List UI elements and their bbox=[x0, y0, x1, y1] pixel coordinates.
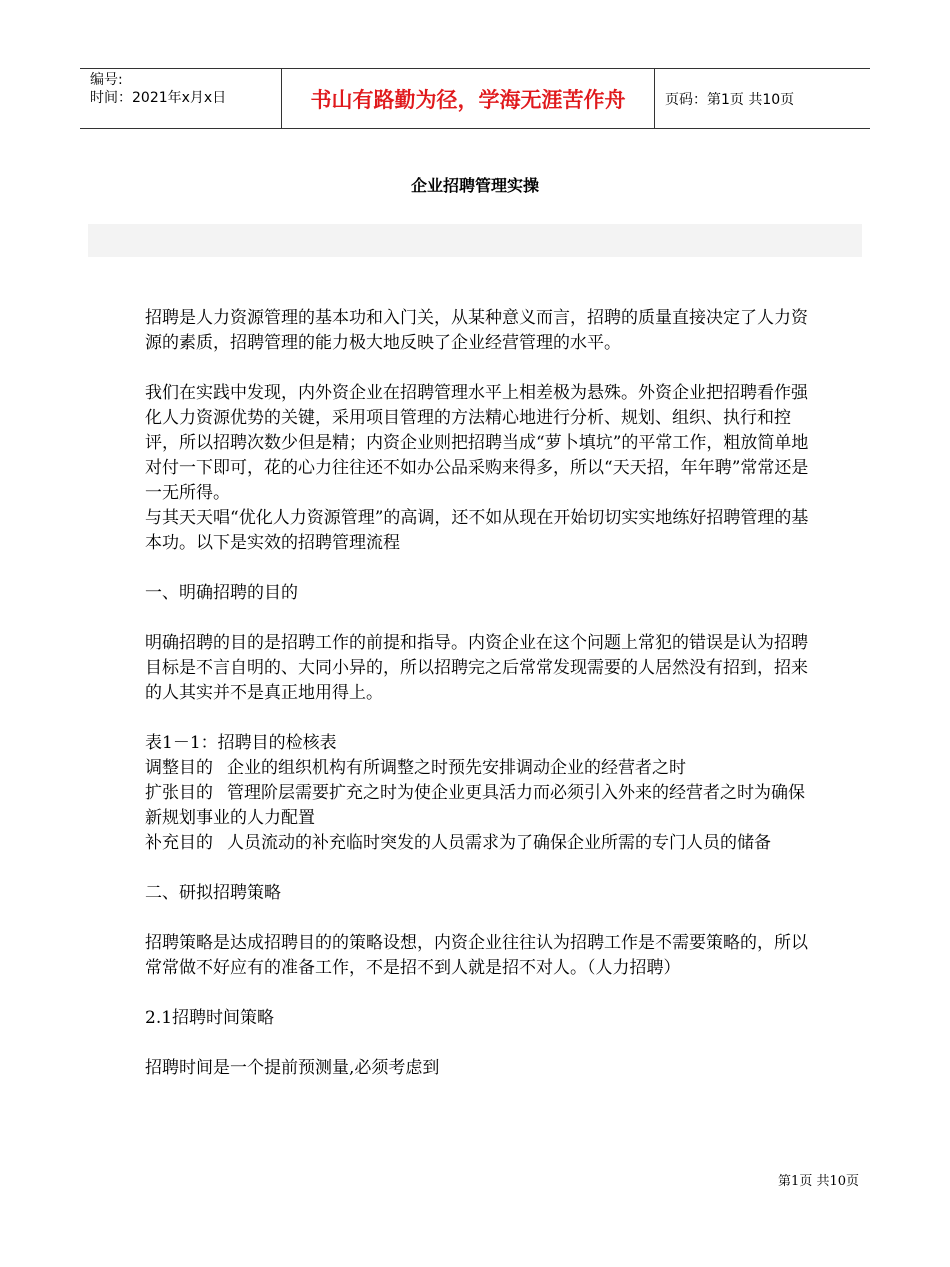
row-label: 补充目的 bbox=[145, 833, 213, 853]
header-page-info: 页码：第1页 共10页 bbox=[665, 91, 795, 108]
paragraph: 招聘时间是一个提前预测量,必须考虑到 bbox=[145, 1058, 440, 1078]
row-label: 扩张目的 bbox=[145, 783, 213, 803]
row-text: 人员流动的补充临时突发的人员需求为了确保企业所需的专门人员的储备 bbox=[227, 833, 771, 853]
header-meta bbox=[80, 69, 282, 128]
table-caption: 表1－1：招聘目的检核表 bbox=[145, 733, 337, 753]
row-text: 管理阶层需要扩充之时为使企业更具活力而必须引入外来的经营者之时为确保新规划事业的人力配置 bbox=[145, 783, 805, 828]
number-label: 编号: bbox=[90, 72, 123, 88]
row-label: 调整目的 bbox=[145, 758, 213, 778]
table-row bbox=[145, 781, 815, 831]
subsection-heading: 2.1招聘时间策略 bbox=[145, 1008, 275, 1028]
section-heading: 二、研拟招聘策略 bbox=[145, 883, 281, 903]
paragraph: 招聘策略是达成招聘目的的策略设想，内资企业往往认为招聘工作是不需要策略的，所以常常做不好应有的准备工作，不是招不到人就是招不对人。（人力招聘） bbox=[145, 933, 808, 978]
header-motto: 书山有路勤为径，学海无涯苦作舟 bbox=[282, 69, 655, 128]
document-body bbox=[145, 306, 815, 1081]
paragraph: 与其天天唱“优化人力资源管理”的高调，还不如从现在开始切切实实地练好招聘管理的基本功。以下是实效的招聘管理流程 bbox=[145, 508, 809, 553]
time-label: 时间：2021年x月x日 bbox=[90, 90, 227, 106]
table-row bbox=[145, 831, 815, 856]
paragraph: 明确招聘的目的是招聘工作的前提和指导。内资企业在这个问题上常犯的错误是认为招聘目标是不言自明的、大同小异的，所以招聘完之后常常发现需要的人居然没有招到，招来的人其实并不是真正地用得上。 bbox=[145, 633, 808, 703]
table-row bbox=[145, 756, 815, 781]
page-footer: 第1页 共10页 bbox=[778, 1174, 859, 1189]
page-header bbox=[80, 68, 870, 129]
section-heading: 一、明确招聘的目的 bbox=[145, 583, 298, 603]
grey-banner bbox=[88, 224, 862, 257]
document-title: 企业招聘管理实操 bbox=[410, 176, 539, 195]
row-text: 企业的组织机构有所调整之时预先安排调动企业的经营者之时 bbox=[227, 758, 686, 778]
paragraph: 招聘是人力资源管理的基本功和入门关，从某种意义而言，招聘的质量直接决定了人力资源的素质，招聘管理的能力极大地反映了企业经营管理的水平。 bbox=[145, 308, 808, 353]
paragraph: 我们在实践中发现，内外资企业在招聘管理水平上相差极为悬殊。外资企业把招聘看作强化人力资源优势的关键，采用项目管理的方法精心地进行分析、规划、组织、执行和控评，所以招聘次数少但是精；内资企业则把招聘当成“萝卜填坑”的平常工作，粗放简单地对付一下即可，花的心力往往还不如办公品采购来得多，所以“天天招，年年聘”常常还是一无所得。 bbox=[145, 383, 809, 503]
